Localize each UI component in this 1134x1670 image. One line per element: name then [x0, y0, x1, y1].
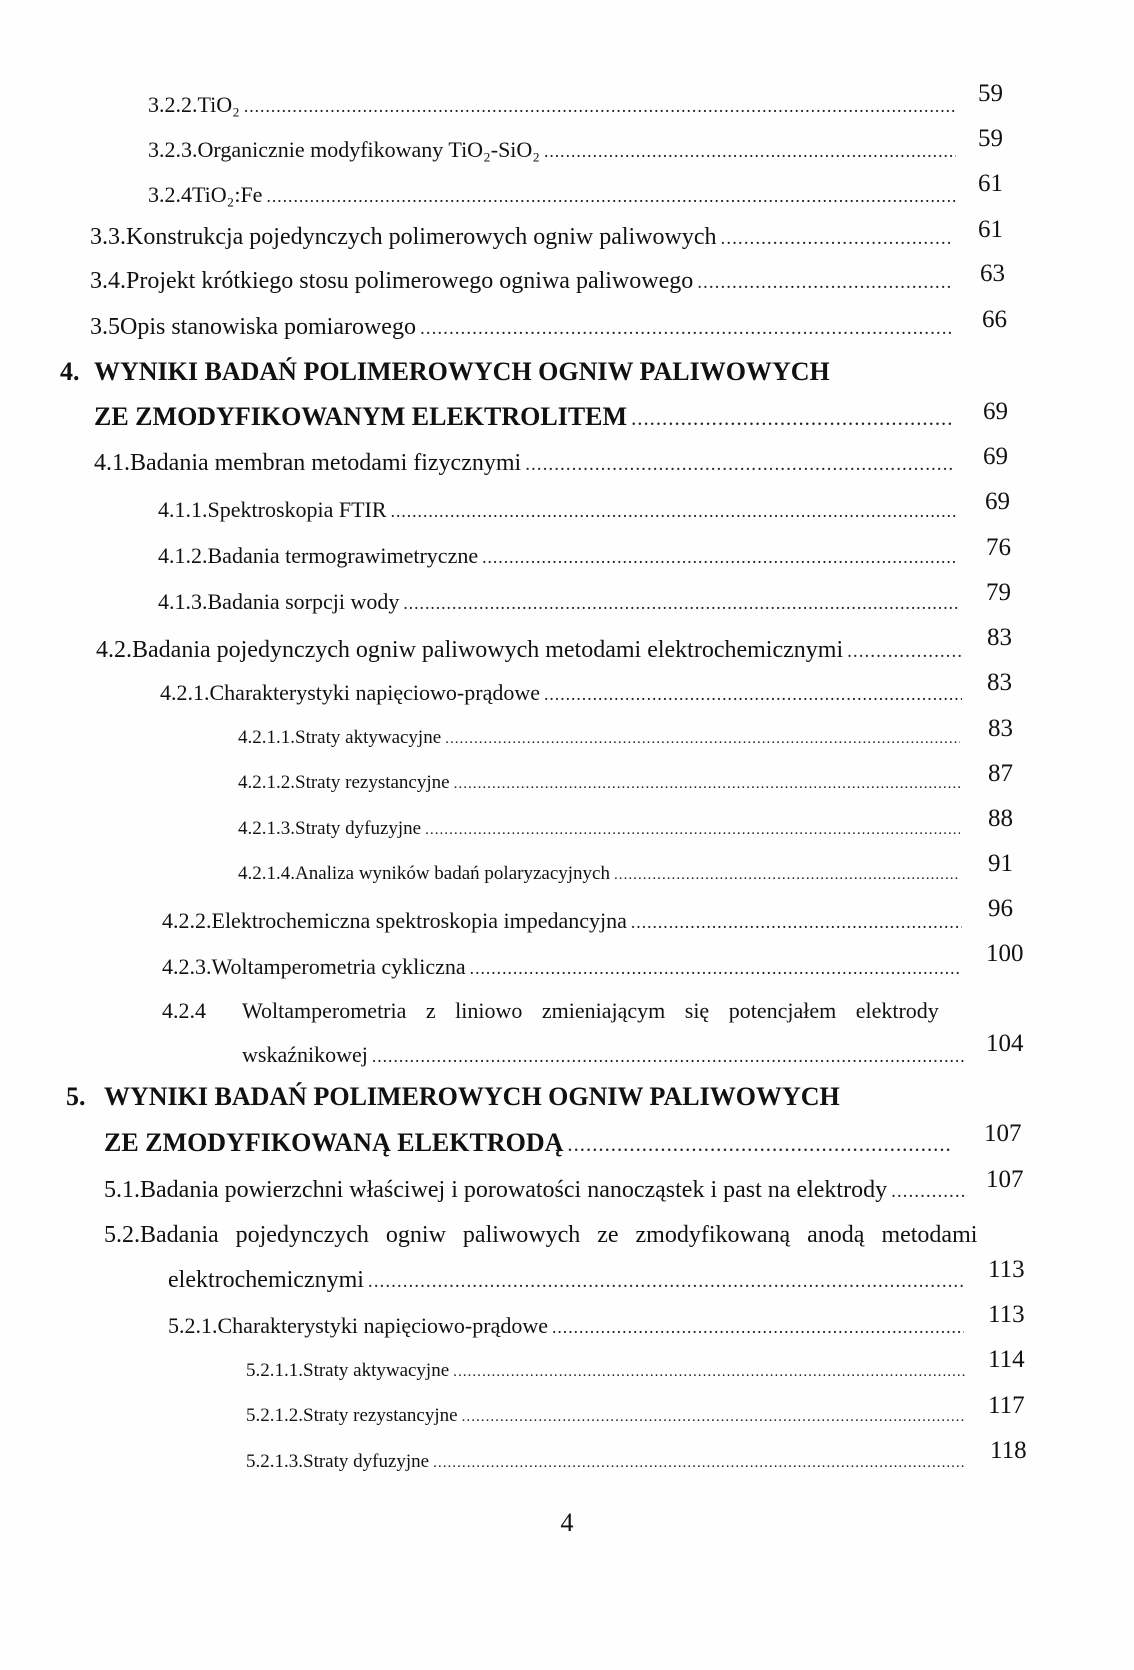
toc-entry[interactable]	[246, 1451, 966, 1473]
leader-dots	[525, 454, 954, 476]
toc-entry-number: 4.2.4	[162, 998, 206, 1023]
toc-entry-title: Straty aktywacyjne	[303, 1360, 450, 1381]
toc-entry-page: 59	[978, 125, 1003, 152]
toc-entry-title: Straty aktywacyjne	[295, 727, 442, 748]
leader-dots	[372, 1046, 964, 1067]
toc-entry-page: 66	[982, 306, 1007, 333]
toc-entry[interactable]	[148, 137, 956, 163]
toc-entry-title: Opis stanowiska pomiarowego	[120, 314, 416, 340]
toc-entry-title: Elektrochemiczna spektroskopia impedancyjna	[211, 908, 627, 933]
toc-entry-title: WYNIKI BADAŃ POLIMEROWYCH OGNIW PALIWOWYCH	[94, 357, 830, 386]
toc-entry-number: 5.1.	[104, 1177, 140, 1203]
toc-entry-page: 104	[986, 1030, 1024, 1057]
leader-dots	[470, 958, 962, 979]
toc-entry-page: 69	[983, 443, 1008, 470]
toc-entry-page: 69	[983, 398, 1008, 425]
toc-entry-title: ZE ZMODYFIKOWANĄ ELEKTRODĄ	[104, 1128, 564, 1157]
toc-entry[interactable]	[162, 998, 966, 1024]
toc-entry-number: 4.1.3.	[158, 589, 208, 614]
toc-entry-number: 3.2.3.	[148, 137, 198, 162]
toc-entry-title: Konstrukcja pojedynczych polimerowych ogniw paliwowych	[126, 224, 717, 250]
leader-dots	[433, 1454, 966, 1472]
toc-entry-page: 113	[988, 1301, 1025, 1328]
leader-dots	[420, 318, 952, 340]
toc-entry-number: 5.	[66, 1082, 86, 1111]
leader-dots	[445, 730, 960, 748]
toc-entry[interactable]	[148, 182, 956, 208]
toc-chapter-heading-continued[interactable]	[94, 402, 954, 432]
toc-entry[interactable]	[162, 908, 962, 934]
leader-dots	[697, 272, 950, 294]
toc-entry-title: Spektroskopia FTIR	[207, 497, 387, 522]
toc-entry-number: 5.2.	[104, 1222, 140, 1248]
leader-dots	[567, 1133, 952, 1157]
leader-dots	[462, 1408, 966, 1426]
toc-entry-title: Straty dyfuzyjne	[295, 818, 422, 839]
toc-entry-page: 107	[984, 1120, 1022, 1147]
leader-dots	[721, 228, 950, 250]
toc-entry-page: 113	[988, 1256, 1025, 1283]
toc-entry-continued[interactable]	[242, 1042, 964, 1068]
toc-entry-number: 4.1.2.	[158, 543, 208, 568]
toc-entry-page: 63	[980, 260, 1005, 287]
toc-entry-title: Charakterystyki napięciowo-prądowe	[209, 680, 540, 705]
toc-entry-number: 4.2.1.	[160, 680, 210, 705]
toc-entry-page: 107	[986, 1166, 1024, 1193]
toc-entry-page: 69	[985, 488, 1010, 515]
toc-entry-title: Charakterystyki napięciowo-prądowe	[217, 1313, 548, 1338]
toc-entry-number: 4.2.2.	[162, 908, 212, 933]
toc-entry-number: 4.2.3.	[162, 954, 212, 979]
toc-entry-number: 4.2.1.4.	[238, 863, 295, 884]
toc-entry-page: 100	[986, 940, 1024, 967]
toc-entry[interactable]	[160, 680, 962, 706]
leader-dots	[631, 407, 954, 431]
leader-dots	[453, 1363, 966, 1381]
leader-dots	[614, 866, 960, 884]
toc-entry-title: Badania sorpcji wody	[207, 589, 400, 614]
toc-entry-title: Badania termograwimetryczne	[207, 543, 479, 568]
toc-entry[interactable]	[158, 589, 958, 615]
toc-entry-page: 96	[988, 895, 1013, 922]
toc-entry-title: Straty dyfuzyjne	[303, 1451, 430, 1472]
toc-entry[interactable]	[246, 1360, 966, 1382]
toc-entry[interactable]	[90, 314, 952, 341]
toc-entry-title: Badania pojedynczych ogniw paliwowych ze zmodyfikowaną anodą metodami	[140, 1222, 978, 1248]
toc-entry-page: 76	[986, 534, 1011, 561]
leader-dots	[266, 186, 956, 207]
toc-entry-number: 4.2.1.2.	[238, 772, 295, 793]
toc-entry-page: 88	[988, 805, 1013, 832]
toc-chapter-heading[interactable]	[60, 357, 830, 387]
toc-entry-page: 83	[987, 624, 1012, 651]
toc-entry-number: 3.3.	[90, 224, 126, 250]
leader-dots	[552, 1317, 964, 1338]
toc-entry[interactable]	[238, 772, 960, 794]
toc-entry-title: ZE ZMODYFIKOWANYM ELEKTROLITEM	[94, 402, 628, 431]
toc-entry-page: 118	[990, 1437, 1027, 1464]
toc-entry-title: Analiza wyników badań polaryzacyjnych	[295, 863, 610, 884]
toc-entry-page: 117	[988, 1392, 1025, 1419]
toc-entry-number: 5.2.1.2.	[246, 1405, 303, 1426]
leader-dots	[454, 775, 960, 793]
toc-entry-number: 4.2.	[96, 637, 132, 663]
toc-entry[interactable]	[96, 637, 962, 664]
toc-entry-number: 4.1.1.	[158, 497, 208, 522]
leader-dots	[244, 96, 956, 117]
toc-entry-page: 79	[986, 579, 1011, 606]
toc-entry-number: 3.2.4	[148, 182, 192, 207]
toc-entry[interactable]	[104, 1177, 968, 1204]
toc-entry-page: 83	[987, 669, 1012, 696]
toc-entry[interactable]	[94, 450, 954, 477]
toc-entry-title: WYNIKI BADAŃ POLIMEROWYCH OGNIW PALIWOWYCH	[104, 1082, 840, 1111]
toc-entry-title: Woltamperometria cykliczna	[211, 954, 466, 979]
toc-entry[interactable]	[246, 1405, 966, 1427]
toc-entry-page: 61	[978, 216, 1003, 243]
toc-entry-number: 4.2.1.3.	[238, 818, 295, 839]
footer-page-number: 4	[560, 1508, 574, 1537]
leader-dots	[631, 912, 962, 933]
toc-entry[interactable]	[238, 863, 960, 885]
toc-chapter-heading[interactable]	[66, 1082, 840, 1112]
toc-entry-title: TiO₂	[197, 92, 240, 117]
leader-dots	[391, 501, 958, 522]
toc-entry-title: Badania powierzchni właściwej i porowatości nanocząstek i past na elektrody	[140, 1177, 888, 1203]
toc-entry[interactable]	[90, 224, 950, 251]
toc-entry-page: 87	[988, 760, 1013, 787]
leader-dots	[403, 593, 958, 614]
toc-entry-title: Woltamperometria z liniowo zmieniającym się potencjałem elektrody	[242, 998, 939, 1023]
toc-entry[interactable]	[158, 543, 958, 569]
toc-entry[interactable]	[238, 818, 960, 840]
toc-entry-number: 4.1.	[94, 450, 130, 476]
leader-dots	[425, 821, 960, 839]
toc-entry[interactable]	[238, 727, 960, 749]
toc-entry[interactable]	[90, 268, 950, 295]
toc-entry-title: Organicznie modyfikowany TiO₂-SiO₂	[197, 137, 540, 162]
toc-entry-page: 61	[978, 170, 1003, 197]
toc-entry-title: Straty rezystancyjne	[303, 1405, 458, 1426]
toc-entry[interactable]	[158, 497, 958, 523]
toc-chapter-heading-continued[interactable]	[104, 1128, 952, 1158]
toc-entry-page: 59	[978, 80, 1003, 107]
toc-entry-number: 5.2.1.3.	[246, 1451, 303, 1472]
toc-entry-title: wskaźnikowej	[242, 1042, 368, 1067]
leader-dots	[482, 547, 958, 568]
toc-entry-title: Badania pojedynczych ogniw paliwowych metodami elektrochemicznymi	[132, 637, 844, 663]
toc-entry-number: 3.5	[90, 314, 120, 340]
toc-entry-continued[interactable]	[168, 1267, 964, 1294]
toc-entry-number: 4.2.1.1.	[238, 727, 295, 748]
leader-dots	[891, 1181, 968, 1203]
toc-entry[interactable]	[162, 954, 962, 980]
toc-entry-title: TiO₂:Fe	[192, 182, 263, 207]
toc-entry-title: Badania membran metodami fizycznymi	[130, 450, 522, 476]
toc-entry-number: 3.4.	[90, 268, 126, 294]
toc-entry-page: 83	[988, 715, 1013, 742]
leader-dots	[544, 141, 956, 162]
leader-dots	[368, 1271, 964, 1293]
toc-entry-page: 114	[988, 1346, 1025, 1373]
toc-entry[interactable]	[168, 1313, 964, 1339]
toc-entry-number: 3.2.2.	[148, 92, 198, 117]
leader-dots	[544, 684, 962, 705]
toc-entry[interactable]	[148, 92, 956, 118]
toc-entry-title: Projekt krótkiego stosu polimerowego ogniwa paliwowego	[126, 268, 694, 294]
toc-entry-title: Straty rezystancyjne	[295, 772, 450, 793]
toc-entry[interactable]	[104, 1222, 978, 1249]
toc-entry-number: 4.	[60, 357, 80, 386]
toc-entry-number: 5.2.1.1.	[246, 1360, 303, 1381]
toc-entry-title: elektrochemicznymi	[168, 1267, 364, 1293]
toc-entry-number: 5.2.1.	[168, 1313, 218, 1338]
leader-dots	[847, 641, 962, 663]
toc-entry-page: 91	[988, 850, 1013, 877]
